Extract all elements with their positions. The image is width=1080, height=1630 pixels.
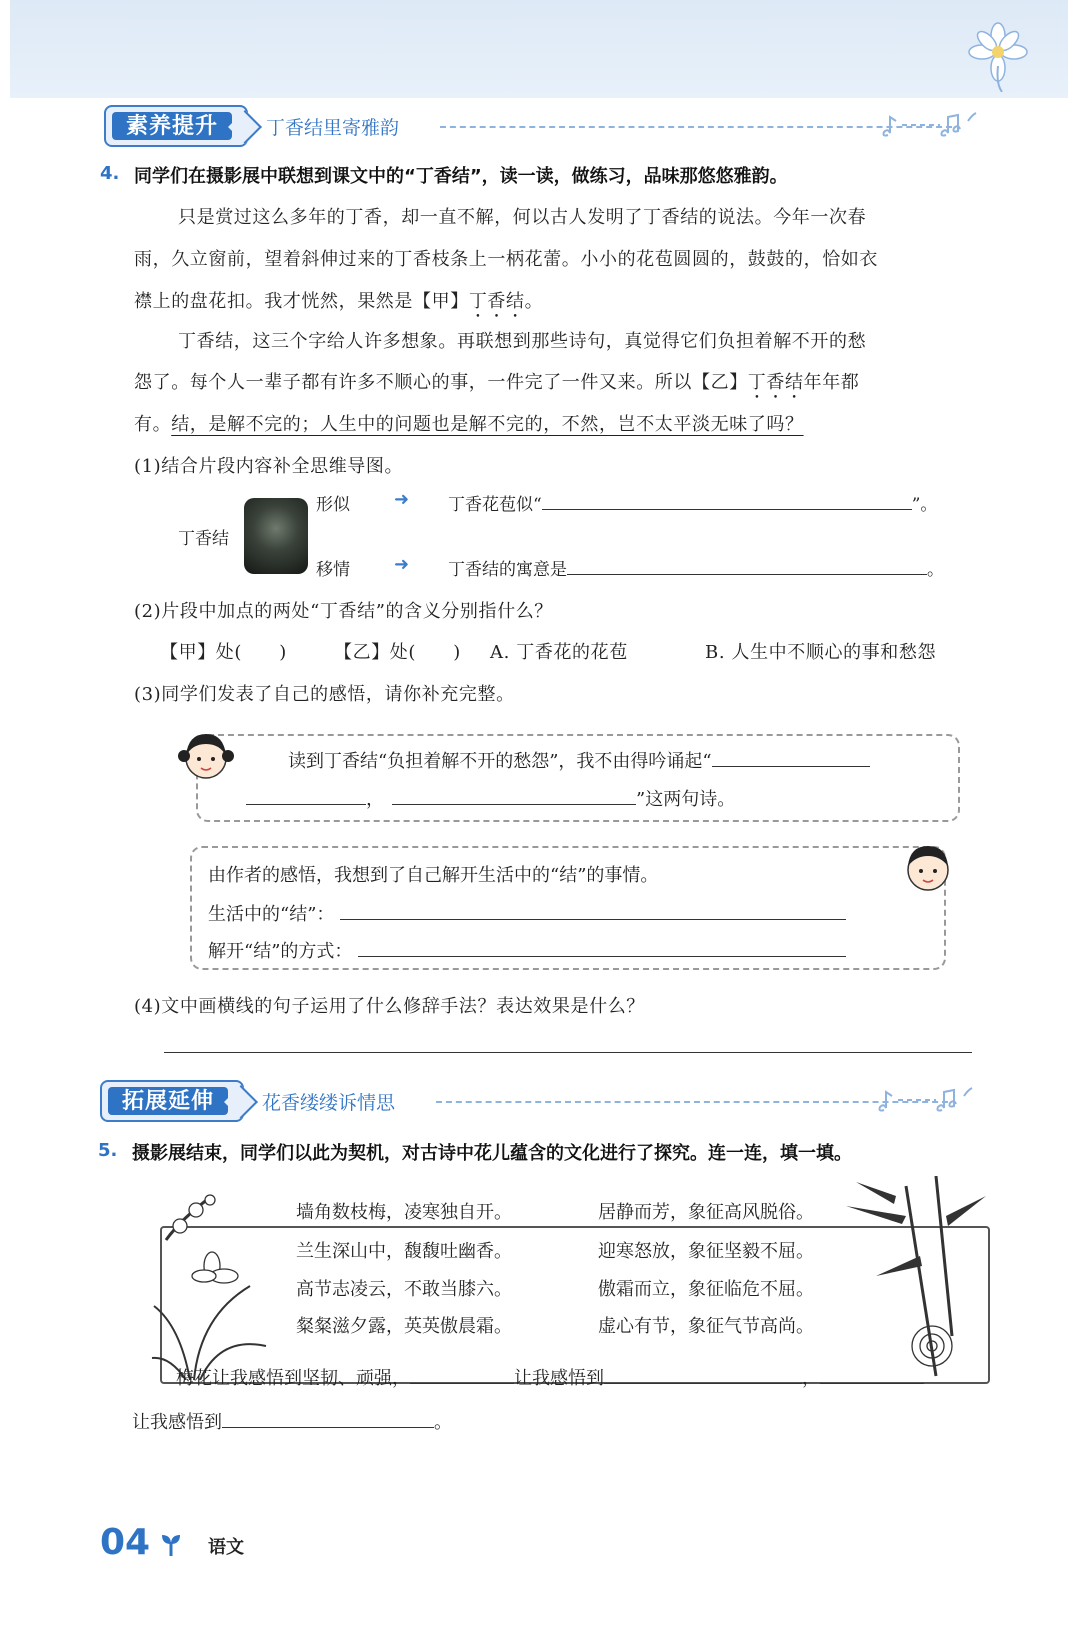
mindmap-root: 丁香结 — [178, 529, 229, 549]
bubble-text: ， — [366, 789, 384, 810]
flower-decoration-icon — [958, 14, 1038, 92]
fill-text: 。 — [434, 1412, 452, 1433]
bubble-text: 读到丁香结“负担着解不开的愁怨”，我不由得吟诵起“ — [288, 751, 712, 772]
question-number: 5. — [98, 1140, 118, 1161]
top-band — [10, 0, 1068, 98]
bubble2-line3 — [208, 937, 846, 963]
choice-jia[interactable]: 【甲】处( ) — [160, 642, 287, 663]
bamboo-chrysanthemum-icon — [836, 1176, 986, 1386]
mindmap-text: ”。 — [911, 495, 938, 515]
passage-text: 襟上的盘花扣。我才恍然，果然是【甲】 — [134, 291, 469, 312]
answer-blank[interactable] — [542, 491, 912, 510]
answer-blank[interactable] — [604, 1365, 802, 1384]
answer-line[interactable] — [164, 1052, 972, 1053]
sub-question-4: (4)文中画横线的句子运用了什么修辞手法？表达效果是什么？ — [134, 996, 645, 1017]
passage-text: 有。 — [134, 414, 172, 435]
answer-blank[interactable] — [392, 786, 636, 805]
mindmap-branch-2: 移情 — [316, 560, 350, 580]
poem-left-1: 墙角数枝梅，凌寒独自开。 — [296, 1202, 512, 1223]
mindmap-text: 。 — [927, 560, 944, 580]
passage-line: 只是赏过这么多年的丁香，却一直不解，何以古人发明了丁香结的说法。今年一次春 — [178, 207, 867, 228]
arrow-right-icon: ➜ — [394, 489, 410, 510]
fill-text: 梅花让我感悟到坚韧、顽强， — [176, 1368, 410, 1389]
answer-blank[interactable] — [410, 1365, 514, 1384]
poem-right-4: 虚心有节，象征气节高尚。 — [598, 1316, 814, 1337]
mindmap-branch-2-text — [448, 555, 944, 580]
dashed-divider — [440, 126, 952, 128]
page-number: 04 — [100, 1522, 151, 1563]
bubble2-line1: 由作者的感悟，我想到了自己解开生活中的“结”的事情。 — [208, 865, 659, 886]
mindmap-branch-1: 形似 — [316, 495, 350, 515]
orchid-icon — [150, 1246, 268, 1380]
fill-text: 让我感悟到 — [514, 1368, 604, 1389]
arrow-right-icon: ➜ — [394, 554, 410, 575]
section-header-suyang — [104, 105, 1004, 149]
subject-label: 语文 — [208, 1537, 244, 1558]
lilac-photo — [244, 498, 308, 574]
answer-blank[interactable] — [246, 786, 366, 805]
bubble-text: ”这两句诗。 — [636, 789, 736, 810]
bubble-text: 解开“结”的方式： — [208, 941, 353, 962]
plum-blossom-icon — [162, 1188, 222, 1244]
choice-yi[interactable]: 【乙】处( ) — [334, 642, 461, 663]
dotted-term: 丁香结 — [468, 291, 525, 312]
poem-left-2: 兰生深山中，馥馥吐幽香。 — [296, 1241, 512, 1262]
bubble1-line1 — [288, 747, 870, 773]
passage-text: 怨了。每个人一辈子都有许多不顺心的事，一件完了一件又来。所以【乙】 — [134, 372, 748, 393]
answer-blank[interactable] — [712, 748, 870, 767]
girl-avatar-icon — [176, 726, 236, 786]
question-number: 4. — [100, 163, 120, 184]
poem-right-2: 迎寒怒放，象征坚毅不屈。 — [598, 1241, 814, 1262]
sub-question-2: (2)片段中加点的两处“丁香结”的含义分别指什么？ — [134, 601, 553, 622]
section-badge-label: 素养提升 — [112, 112, 232, 140]
fill-text: 让我感悟到 — [132, 1412, 222, 1433]
section-header-tuozhan — [100, 1080, 1000, 1124]
passage-line — [134, 287, 543, 322]
dotted-term: 丁香结 — [747, 372, 804, 393]
sub-question-1: (1)结合片段内容补全思维导图。 — [134, 456, 404, 477]
passage-text: 年年都 — [803, 372, 860, 393]
poem-right-3: 傲霜而立，象征临危不屈。 — [598, 1279, 814, 1300]
answer-blank[interactable] — [340, 901, 846, 920]
option-b: B. 人生中不顺心的事和愁怨 — [705, 642, 937, 663]
dashed-divider — [436, 1101, 948, 1103]
badge-arrow-icon — [224, 1085, 258, 1119]
boy-avatar-icon — [900, 838, 956, 898]
passage-line: 丁香结，这三个字给人许多想象。再联想到那些诗句，真觉得它们负担着解不开的愁 — [178, 331, 867, 352]
badge-arrow-icon — [228, 110, 262, 144]
mindmap-branch-1-text — [448, 490, 937, 515]
passage-line — [134, 368, 859, 403]
poem-right-1: 居静而芳，象征高风脱俗。 — [598, 1202, 814, 1223]
bubble-text: 生活中的“结”： — [208, 904, 335, 925]
mindmap-text: 丁香结的寓意是 — [448, 560, 567, 580]
section-badge — [100, 1080, 244, 1122]
fill-line-1 — [176, 1364, 924, 1390]
music-note-icon — [880, 107, 980, 143]
passage-line — [134, 410, 804, 436]
fill-text: ， — [802, 1368, 820, 1389]
poem-left-3: 高节志凌云，不敢当膝六。 — [296, 1279, 512, 1300]
section-badge — [104, 105, 248, 147]
answer-blank[interactable] — [222, 1409, 434, 1428]
passage-line: 雨，久立窗前，望着斜伸过来的丁香枝条上一柄花蕾。小小的花苞圆圆的，鼓鼓的，恰如衣 — [134, 249, 878, 270]
bubble1-line2 — [246, 785, 735, 811]
option-a: A. 丁香花的花苞 — [490, 642, 628, 663]
answer-blank[interactable] — [820, 1365, 924, 1384]
music-note-icon — [876, 1082, 976, 1118]
section-subtitle: 丁香结里寄雅韵 — [266, 117, 400, 139]
underlined-sentence: 结，是解不完的；人生中的问题也是解不完的，不然，岂不太平淡无味了吗？ — [171, 414, 804, 435]
fill-line-2 — [132, 1408, 452, 1434]
answer-blank[interactable] — [567, 556, 927, 575]
bubble2-line2 — [208, 900, 846, 926]
poem-left-4: 粲粲滋夕露，英英傲晨霜。 — [296, 1316, 512, 1337]
section-badge-label: 拓展延伸 — [108, 1087, 228, 1115]
sprout-icon — [160, 1532, 182, 1556]
answer-blank[interactable] — [358, 938, 846, 957]
question-title: 同学们在摄影展中联想到课文中的“丁香结”，读一读，做练习，品味那悠悠雅韵。 — [134, 166, 788, 187]
question-title: 摄影展结束，同学们以此为契机，对古诗中花儿蕴含的文化进行了探究。连一连，填一填。 — [132, 1143, 852, 1164]
passage-text: 。 — [524, 291, 544, 312]
sub-question-3: (3)同学们发表了自己的感悟，请你补充完整。 — [134, 684, 515, 705]
section-subtitle: 花香缕缕诉情思 — [262, 1092, 396, 1114]
mindmap-text: 丁香花苞似“ — [448, 495, 542, 515]
